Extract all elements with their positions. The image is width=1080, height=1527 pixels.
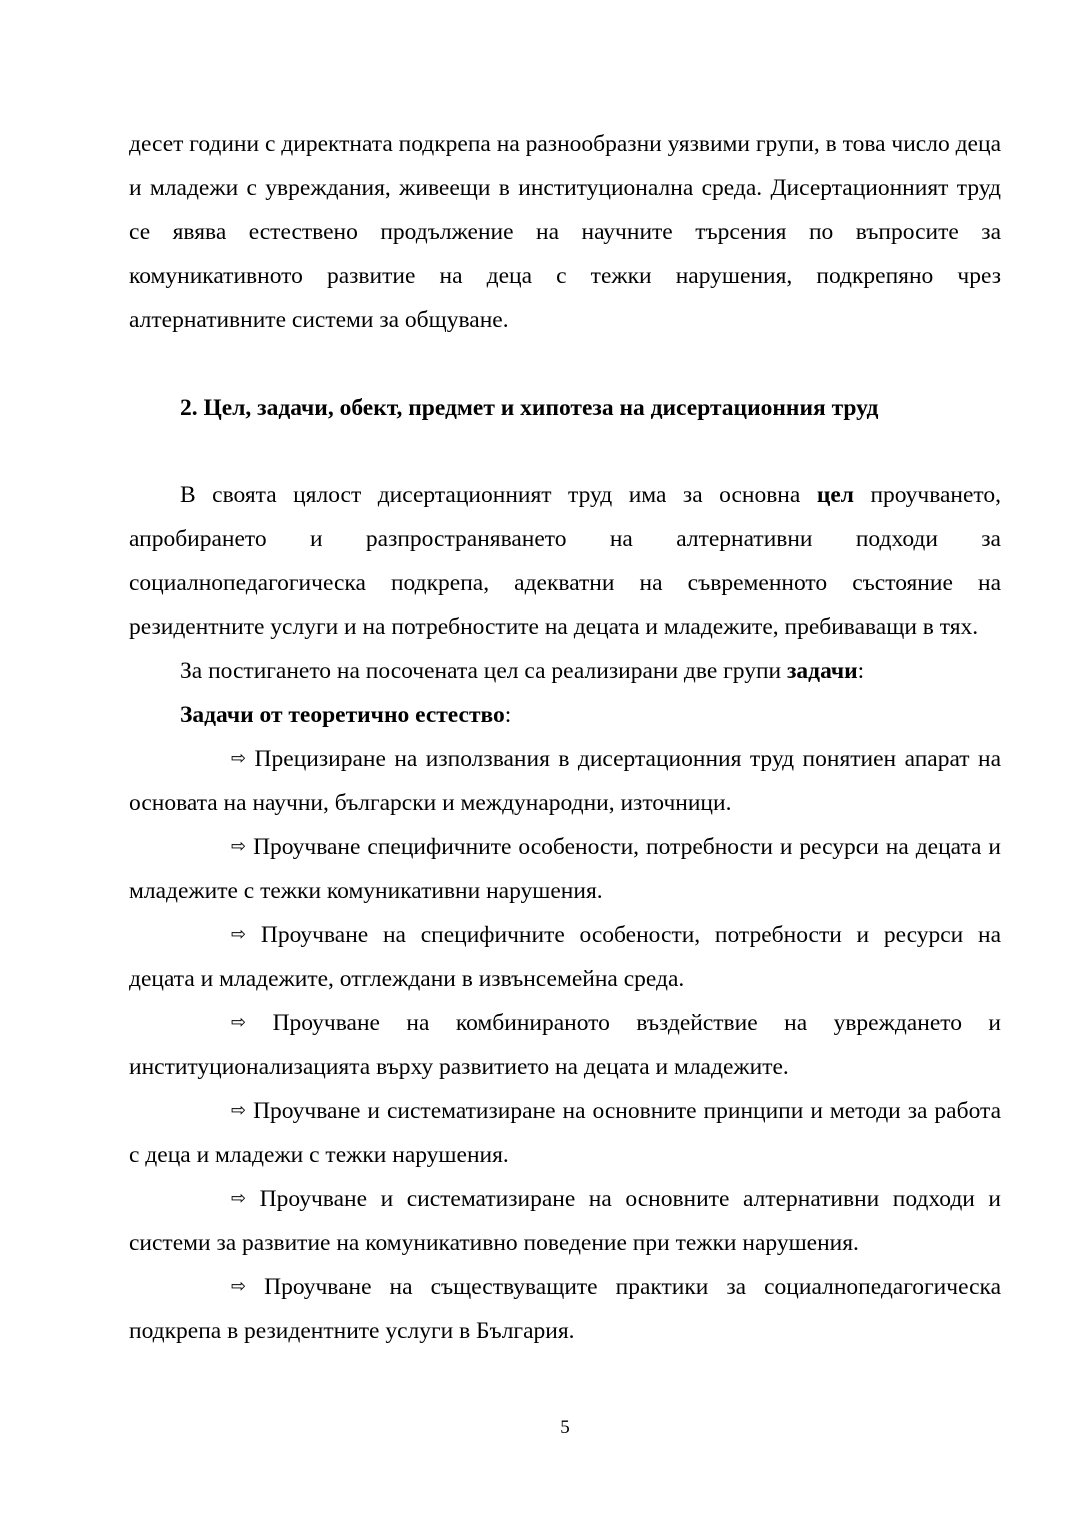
list-item bbox=[129, 737, 1001, 825]
arrow-icon: ⇨ bbox=[231, 1100, 247, 1121]
task-text: Прецизиране на използвания в дисертационния труд понятиен апарат на основата на научни, български и международни, източници. bbox=[129, 746, 1001, 816]
arrow-icon: ⇨ bbox=[231, 924, 247, 945]
list-item bbox=[129, 1001, 1001, 1089]
list-item bbox=[129, 1089, 1001, 1177]
theoretical-tasks-colon: : bbox=[504, 702, 512, 728]
task-text: Проучване на комбинираното въздействие на увреждането и институционализацията върху развитието на децата и младежите. bbox=[129, 1010, 1002, 1080]
intro-paragraph: десет години с директната подкрепа на разнообразни уязвими групи, в това число деца и младежи с увреждания, живеещи в институционална среда. Дисертационният труд се явява естествено продължение на научните търсения по въпросите за комуникативното развитие на деца с тежки нарушения, подкрепяно чрез алтернативните системи за общуване. bbox=[129, 131, 1001, 333]
goal-text-after: проучването, апробирането и разпространяването на алтернативни подходи за социалнопедагогическа подкрепа, адекватни на съвременното състояние на резидентните услуги и на потребностите на децата и младежите, пребиваващи в тях. bbox=[129, 482, 1002, 640]
task-text: Проучване на специфичните особености, потребности и ресурси на децата и младежите, отглеждани в извънсемейна среда. bbox=[129, 922, 1002, 992]
arrow-icon: ⇨ bbox=[231, 1188, 247, 1209]
tasks-keyword: задачи bbox=[786, 658, 858, 684]
theoretical-tasks-heading bbox=[129, 693, 1001, 737]
goal-paragraph bbox=[129, 473, 1001, 649]
intro-section bbox=[129, 122, 1001, 342]
arrow-icon: ⇨ bbox=[231, 1012, 247, 1033]
arrow-icon: ⇨ bbox=[231, 836, 247, 857]
goal-text-before: В своята цялост дисертационният труд има за основна bbox=[180, 482, 817, 508]
list-item bbox=[129, 913, 1001, 1001]
page-number: 5 bbox=[560, 1417, 570, 1438]
task-text: Проучване и систематизиране на основните принципи и методи за работа с деца и младежи с тежки нарушения. bbox=[129, 1098, 1001, 1168]
task-text: Проучване на съществуващите практики за социалнопедагогическа подкрепа в резидентните услуги в България. bbox=[129, 1274, 1002, 1344]
list-item bbox=[129, 1265, 1001, 1353]
task-text: Проучване специфичните особености, потребности и ресурси на децата и младежите с тежки комуникативни нарушения. bbox=[129, 834, 1002, 904]
goal-keyword: цел bbox=[816, 482, 854, 508]
tasks-intro-colon: : bbox=[857, 658, 865, 684]
theoretical-tasks-label: Задачи от теоретично естество bbox=[180, 702, 505, 728]
list-item bbox=[129, 825, 1001, 913]
tasks-intro-text: За постигането на посочената цел са реализирани две групи bbox=[180, 658, 787, 684]
section-heading: 2. Цел, задачи, обект, предмет и хипотеза на дисертационния труд bbox=[180, 395, 879, 421]
arrow-icon: ⇨ bbox=[231, 1276, 247, 1297]
body-section bbox=[129, 473, 1001, 1353]
task-text: Проучване и систематизиране на основните алтернативни подходи и системи за развитие на комуникативно поведение при тежки нарушения. bbox=[129, 1186, 1002, 1256]
list-item bbox=[129, 1177, 1001, 1265]
tasks-intro bbox=[129, 649, 1001, 693]
arrow-icon: ⇨ bbox=[231, 748, 247, 769]
